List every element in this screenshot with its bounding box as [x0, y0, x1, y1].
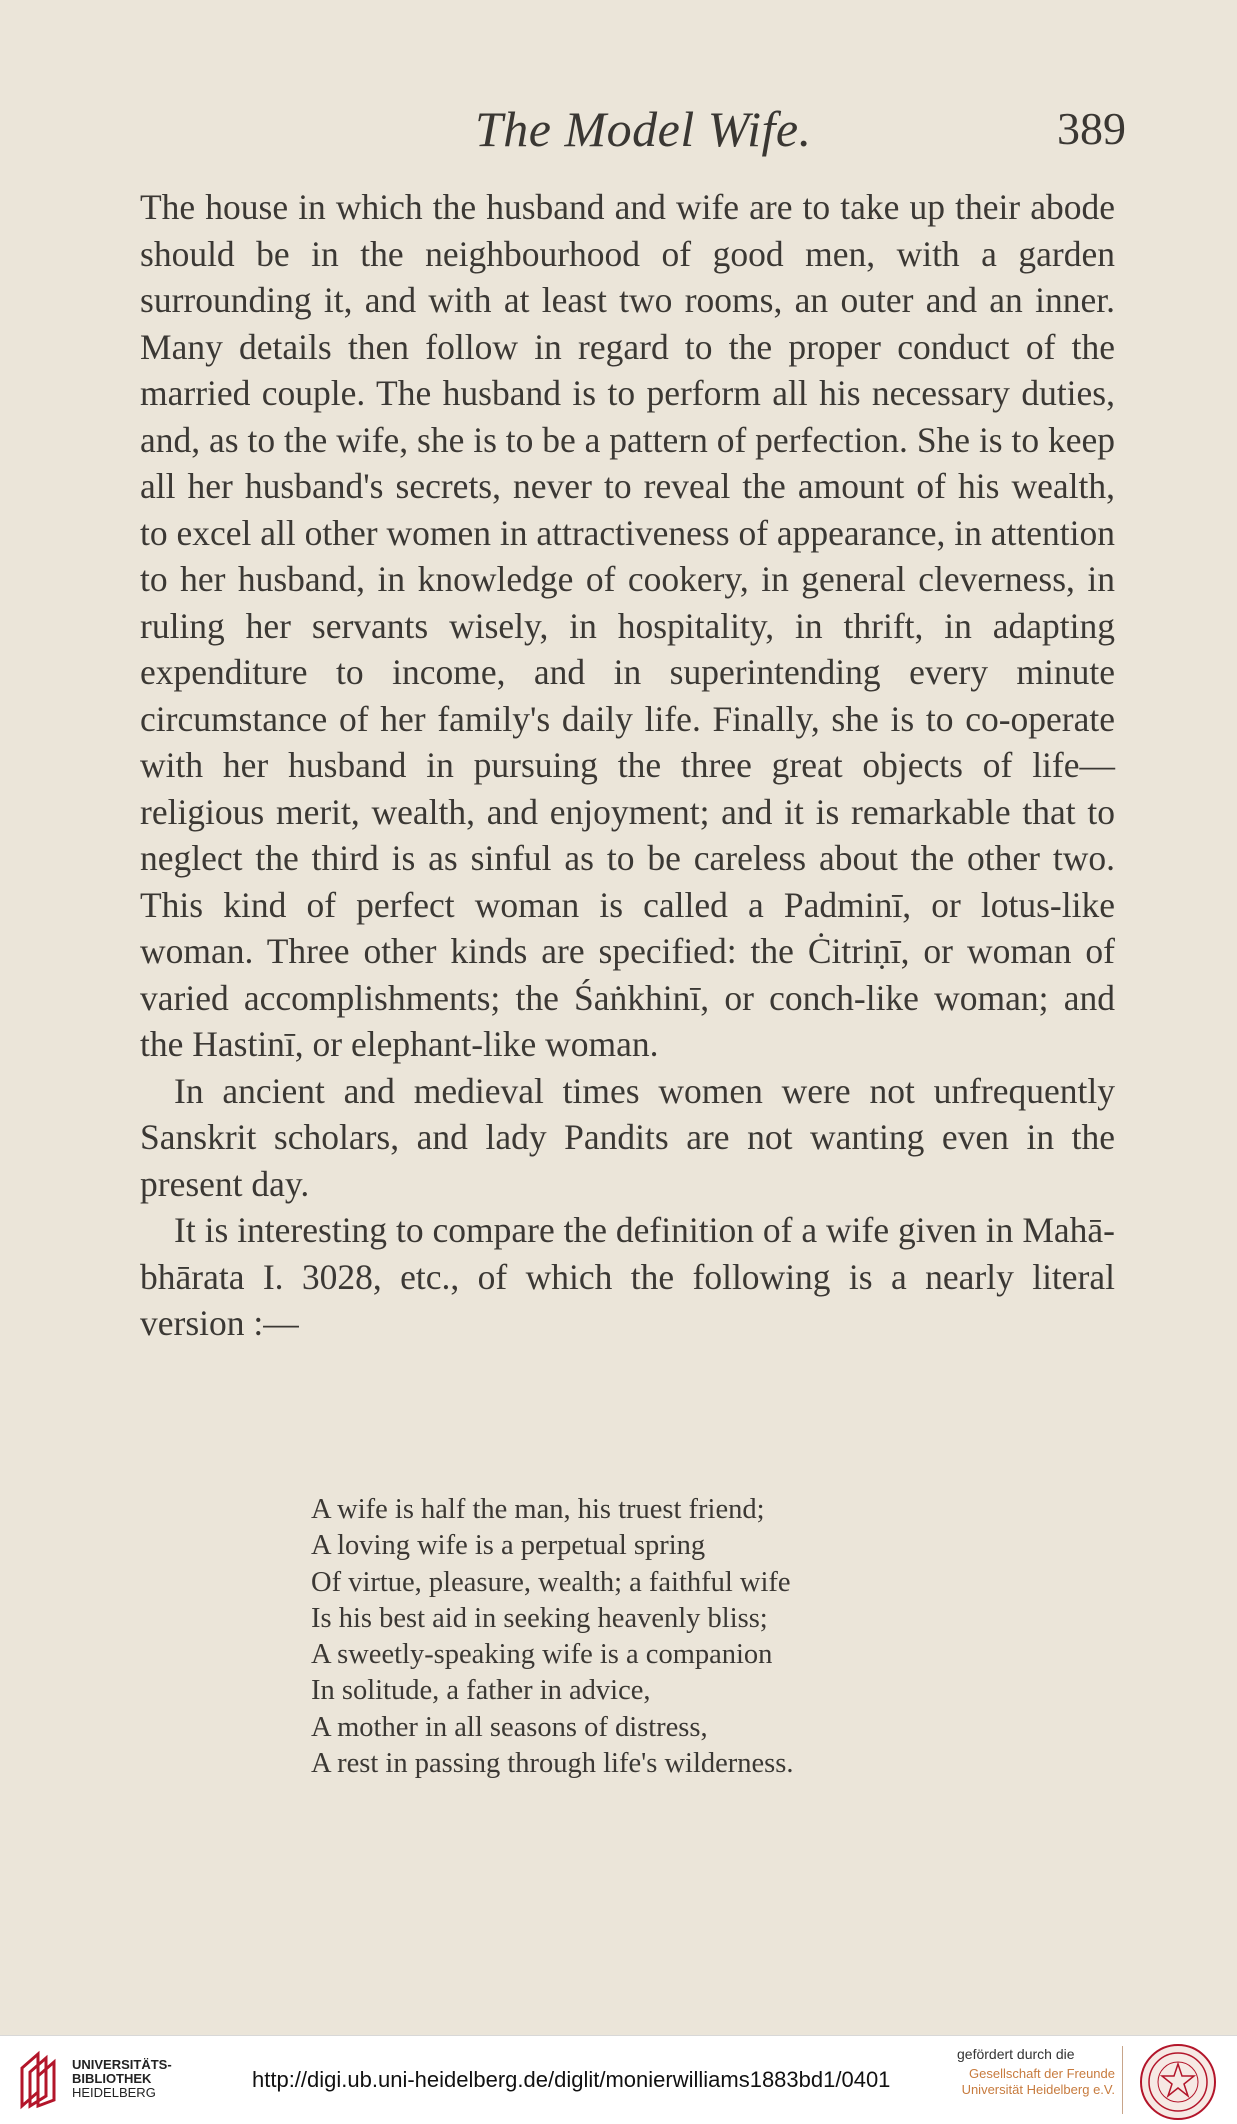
verse-line: A sweetly-speaking wife is a companion — [311, 1639, 773, 1671]
source-url-link[interactable]: http://digi.ub.uni-heidelberg.de/diglit/monierwilliams1883bd1/0401 — [252, 2067, 891, 2092]
paragraph-2: In ancient and medieval times women were not unfrequently Sanskrit scholars, and lady Pandits are not wanting even in the present day. — [140, 1070, 1115, 1204]
page-header — [0, 100, 1237, 160]
digitization-footer — [0, 2035, 1237, 2124]
verse-line: In solitude, a father in advice, — [311, 1675, 651, 1707]
sponsor-divider — [1122, 2046, 1123, 2114]
paragraph-1: The house in which the husband and wife are to take up their abode should be in the neighbourhood of good men, with a garden surrounding it, and with at least two rooms, an outer and an inner. Many details then follow in regard to the proper conduct of the married couple. The husband is to perform all his necessary duties, and, as to the wife, she is to be a pattern of perfection. She is to keep all her husband's secrets, never to reveal the amount of his wealth, to excel all other women in attractiveness of appearance, in attention to her husband, in knowledge of cookery, in general cleverness, in ruling her servants wisely, in hospitality, in thrift, in adapting expenditure to income, and in superintending every minute circumstance of her family's daily life. Finally, she is to co-operate with her husband in pursuing the three great objects of life—religious merit, wealth, and enjoyment; and it is remarkable that to neglect the third is as sinful as to be careless about the other two. This kind of perfect woman is called a Padminī, or lotus-like woman. Three other kinds are specified: the Ċitriṇī, or woman of varied accomplishments; the Śaṅkhinī, or conch-like woman; and the Hastinī, or elephant-like woman. — [140, 187, 1115, 1064]
library-name — [72, 2058, 172, 2100]
sponsor-name-line: Universität Heidelberg e.V. — [961, 2082, 1115, 2097]
sponsor-label: gefördert durch die — [957, 2046, 1075, 2062]
library-name-line: BIBLIOTHEK — [72, 2071, 152, 2086]
body-text — [140, 184, 1115, 1347]
verse-line: A rest in passing through life's wilderness. — [311, 1748, 794, 1780]
verse-block — [311, 1492, 1011, 1782]
verse-line: A mother in all seasons of distress, — [311, 1711, 708, 1743]
library-logo-icon — [14, 2048, 64, 2112]
paragraph-3: It is interesting to compare the definition of a wife given in Mahā-bhārata I. 3028, etc., of which the following is a nearly literal version :— — [140, 1210, 1115, 1343]
sponsor-name — [955, 2066, 1115, 2098]
page-number: 389 — [1057, 103, 1126, 154]
verse-line: Of virtue, pleasure, wealth; a faithful wife — [311, 1566, 791, 1598]
library-name-line: UNIVERSITÄTS- — [72, 2057, 172, 2072]
verse-line: A loving wife is a perpetual spring — [311, 1530, 706, 1562]
running-title: The Model Wife. — [475, 101, 812, 157]
verse-line: A wife is half the man, his truest friend; — [311, 1494, 765, 1525]
verse-line: Is his best aid in seeking heavenly bliss; — [311, 1602, 768, 1634]
university-seal-icon — [1138, 2042, 1218, 2122]
sponsor-name-line: Gesellschaft der Freunde — [969, 2066, 1115, 2081]
library-name-line: HEIDELBERG — [72, 2085, 156, 2100]
